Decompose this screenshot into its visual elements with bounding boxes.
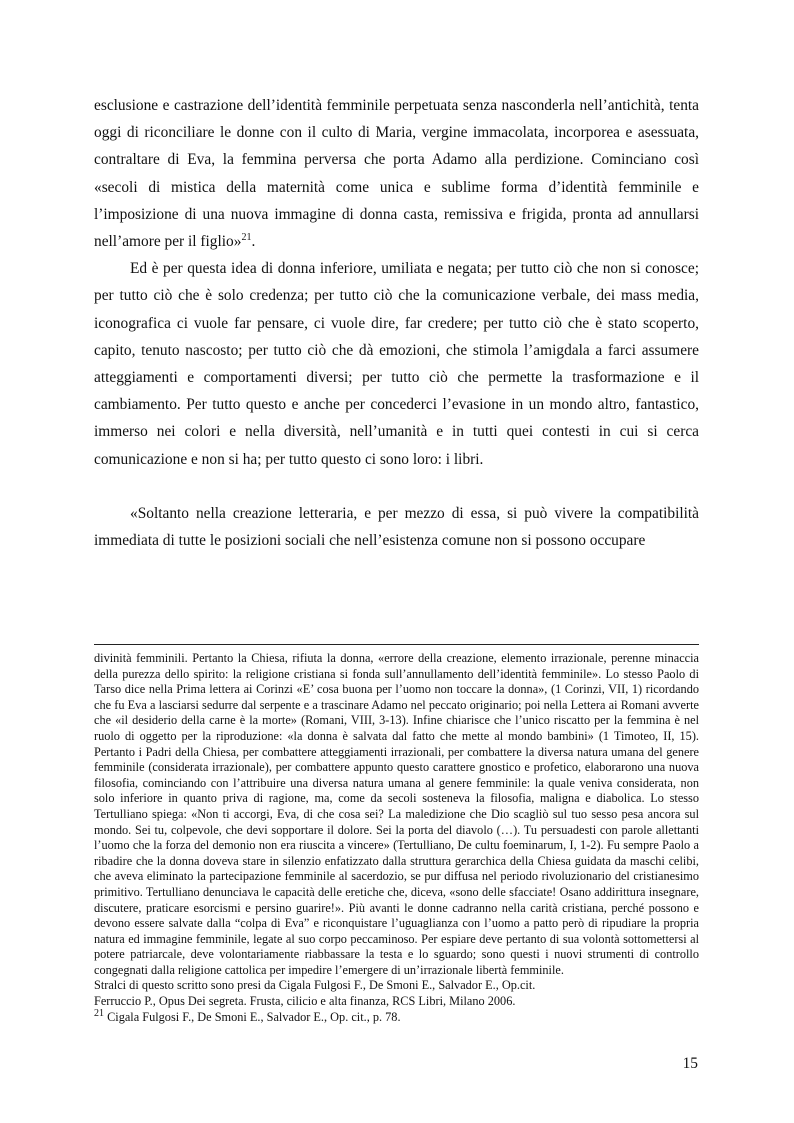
main-text bbox=[94, 92, 699, 554]
footnote-source-1: Stralci di questo scritto sono presi da Cigala Fulgosi F., De Smoni E., Salvador E., Op.cit. bbox=[94, 978, 536, 993]
paragraph-1-text: esclusione e castrazione dell’identità femminile perpetuata senza nasconderla nell’antichità, tenta oggi di riconciliare le donne con il culto di Maria, vergine immacolata, incorporea e asessuata, contraltare di Eva, la femmina perversa che porta Adamo alla perdizione. Cominciano così «secoli di mistica della maternità come unica e sublime forma d’identità femminile e l’imposizione di una nuova immagine di donna casta, remissiva e frigida, pronta ad annullarsi nell’amore per il figlio» bbox=[94, 97, 699, 251]
page-number: 15 bbox=[682, 1055, 698, 1072]
footnote-21 bbox=[94, 1007, 699, 1026]
footnote-continuation: divinità femminili. Pertanto la Chiesa, rifiuta la donna, «errore della creazione, elemento irrazionale, perenne minaccia della purezza dello spirito: la religione cristiana si fonda sull’annullamento dell’identità femminile». Lo stesso Paolo di Tarso dice nella Prima lettera ai Corinzi «E’ cosa buona per l’uomo non toccare la donna», (1 Corinzi, VII, 1) ricordando che fu Eva a lasciarsi sedurre dal serpente e a trascinare Adamo nel peccato originario; poi nella Lettera ai Romani avverte che «il desiderio della carne è la morte» (Romani, VIII, 3-13). Infine chiarisce che l’unico riscatto per la femmina è nel ruolo di oggetto per la riproduzione: «la donna è salvata dal fatto che mette al mondo bambini» (1 Timoteo, II, 15). Pertanto i Padri della Chiesa, per combattere atteggiamenti irrazionali, per combattere la diversa natura umana del genere femminile (considerata irrazionale), per combattere appunto questo carattere gnostico e profetico, elaborarono una nuova filosofia, cominciando con l’attribuire una diversa natura umana al genere femminile: la quale veniva considerata, non solo inferiore in quanto priva di ragione, ma, come da secoli sosteneva la filosofia, maligna e diabolica. Lo stesso Tertulliano spiega: «Non ti accorgi, Eva, di che cosa sei? La maledizione che Dio scagliò sul tuo sesso pesa ancora sul mondo. Sei tu, colpevole, che devi sopportare il dolore. Sei la porta del diavolo (…). Tu persuadesti con parole allettanti l’uomo che la forza del demonio non era riuscita a vincere» (Tertulliano, De cultu foeminarum, I, 1-2). Fu sempre Paolo a ribadire che la donna doveva stare in silenzio enfatizzato dalla struttura gerarchica della Chiesa guidata da maschi celibi, che aveva eliminato la partecipazione femminile al sacerdozio, se pur diffusa nel periodo rivoluzionario del cristianesimo primitivo. Tertulliano denunciava le capacità delle eretiche che, diceva, «sono delle sfacciate! Osano addirittura insegnare, discutere, praticare esorcismi e persino guarire!». Più avanti le donne cadranno nella carità cristiana, perché possono e devono essere salvate dalla “colpa di Eva” e riconquistare l’uguaglianza con l’uomo a patto però di ripudiare la propria natura ed immagine femminile, legate al suo corpo peccaminoso. Per espiare deve pertanto di sua volontà sottomettersi al potere patriarcale, deve volontariamente riabbassare la testa e lo sguardo; sono questi i nuovi strumenti di controllo congegnati dalla religione cattolica per impedire l’emergere di un’irrazionale libertà femminile. bbox=[94, 651, 699, 977]
footnote-21-number: 21 bbox=[94, 1007, 104, 1019]
footnotes bbox=[94, 651, 699, 1025]
paragraph-1 bbox=[94, 92, 699, 255]
paragraph-2: Ed è per questa idea di donna inferiore, umiliata e negata; per tutto ciò che non si conosce; per tutto ciò che è solo credenza; per tutto ciò che la comunicazione verbale, dei mass media, iconografica ci vuole far pensare, ci vuole dire, far credere; per tutto ciò che è stato scoperto, capito, tenuto nascosto; per tutto ciò che dà emozioni, che stimola l’amigdala a farci assumere atteggiamenti e comportamenti diversi; per tutto ciò che permette la trasformazione e il cambiamento. Per tutto questo e anche per concederci l’evasione in un mondo altro, fantastico, immerso nei colori e nella diversità, nell’umanità e in tutti quei contesti in cui si cerca comunicazione e non si ha; per tutto questo ci sono loro: i libri. bbox=[94, 260, 699, 468]
paragraph-3: «Soltanto nella creazione letteraria, e per mezzo di essa, si può vivere la compatibilità immediata di tutte le posizioni sociali che nell’esistenza comune non si possono occupare bbox=[94, 504, 699, 550]
footnote-separator bbox=[94, 644, 699, 645]
paragraph-1-end: . bbox=[251, 233, 256, 251]
footnote-ref-21[interactable]: 21 bbox=[241, 231, 252, 243]
footnote-21-text: Cigala Fulgosi F., De Smoni E., Salvador E., Op. cit., p. 78. bbox=[104, 1009, 401, 1024]
footnote-source-2: Ferruccio P., Opus Dei segreta. Frusta, cilicio e alta finanza, RCS Libri, Milano 2006. bbox=[94, 994, 516, 1009]
